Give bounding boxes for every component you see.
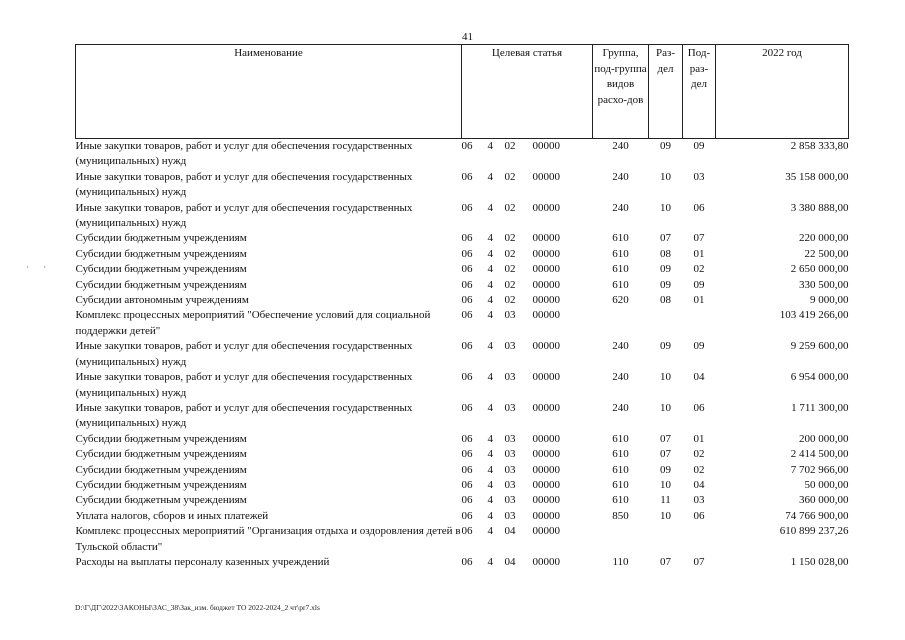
row-name: Комплекс процессных мероприятий "Обеспечение условий для социальной поддержки детей" bbox=[75, 309, 431, 337]
target-code-direction: 00000 bbox=[532, 478, 560, 491]
expense-group: 610 bbox=[612, 463, 629, 476]
section-code: 11 bbox=[660, 494, 671, 507]
target-code-direction: 00000 bbox=[532, 140, 560, 152]
target-code-direction: 00000 bbox=[532, 494, 560, 507]
target-code-type: 4 bbox=[487, 555, 493, 568]
section-code: 07 bbox=[660, 232, 671, 245]
amount-2022: 220 000,00 bbox=[799, 232, 849, 245]
target-code-direction: 00000 bbox=[532, 247, 560, 260]
subsection-code: 07 bbox=[693, 232, 705, 245]
amount-2022: 7 702 966,00 bbox=[790, 463, 849, 476]
target-code-complex: 03 bbox=[504, 478, 516, 491]
target-code-direction: 00000 bbox=[532, 401, 560, 414]
target-code-program: 06 bbox=[461, 263, 473, 276]
amount-2022: 6 954 000,00 bbox=[790, 371, 849, 384]
subsection-code: 02 bbox=[693, 463, 705, 476]
expense-group: 610 bbox=[612, 247, 629, 260]
table-row bbox=[76, 231, 849, 246]
target-code-program: 06 bbox=[461, 309, 473, 322]
table-row bbox=[76, 401, 849, 432]
target-code-type: 4 bbox=[487, 140, 493, 152]
table-row bbox=[76, 278, 849, 293]
target-code-program: 06 bbox=[461, 247, 473, 260]
table-body bbox=[76, 139, 849, 571]
expense-group: 610 bbox=[612, 232, 629, 245]
amount-2022: 360 000,00 bbox=[799, 494, 849, 507]
expense-group: 610 bbox=[612, 494, 629, 507]
table-row bbox=[76, 262, 849, 277]
expense-group: 110 bbox=[612, 555, 629, 568]
subsection-code: 06 bbox=[693, 401, 705, 414]
row-name: Иные закупки товаров, работ и услуг для обеспечения государственных (муниципальных) нужд bbox=[75, 371, 413, 399]
target-code-direction: 00000 bbox=[532, 263, 560, 276]
target-code-direction: 00000 bbox=[532, 525, 560, 538]
subsection-code: 07 bbox=[693, 555, 705, 568]
row-name: Субсидии бюджетным учреждениям bbox=[75, 448, 247, 461]
target-code-type: 4 bbox=[487, 371, 493, 384]
table-row bbox=[76, 170, 849, 201]
expense-group: 610 bbox=[612, 478, 629, 491]
target-code-program: 06 bbox=[461, 340, 473, 353]
amount-2022: 1 150 028,00 bbox=[790, 555, 849, 568]
section-code: 10 bbox=[660, 509, 671, 522]
target-code-complex: 02 bbox=[504, 263, 516, 276]
expense-group: 240 bbox=[612, 140, 629, 152]
section-code: 10 bbox=[660, 401, 671, 414]
target-code-program: 06 bbox=[461, 432, 473, 445]
amount-2022: 9 000,00 bbox=[810, 294, 849, 307]
section-code: 07 bbox=[660, 432, 671, 445]
table-row bbox=[76, 293, 849, 308]
row-name: Иные закупки товаров, работ и услуг для обеспечения государственных (муниципальных) нужд bbox=[75, 140, 413, 168]
subsection-code: 06 bbox=[693, 201, 705, 214]
row-name: Субсидии бюджетным учреждениям bbox=[75, 247, 247, 260]
table-row bbox=[76, 308, 849, 339]
expense-group: 240 bbox=[612, 340, 629, 353]
subsection-code bbox=[683, 308, 716, 339]
row-name: Иные закупки товаров, работ и услуг для обеспечения государственных (муниципальных) нужд bbox=[75, 340, 413, 368]
target-code-type: 4 bbox=[487, 448, 493, 461]
amount-2022: 2 414 500,00 bbox=[790, 448, 849, 461]
header-year: 2022 год bbox=[716, 45, 849, 139]
subsection-code: 02 bbox=[693, 263, 705, 276]
expense-group: 620 bbox=[612, 294, 629, 307]
target-code-program: 06 bbox=[461, 509, 473, 522]
target-code-type: 4 bbox=[487, 494, 493, 507]
subsection-code: 06 bbox=[693, 509, 705, 522]
target-code-type: 4 bbox=[487, 309, 493, 322]
header-target: Целевая статья bbox=[462, 45, 593, 139]
target-code-program: 06 bbox=[461, 494, 473, 507]
table-row bbox=[76, 463, 849, 478]
amount-2022: 35 158 000,00 bbox=[785, 170, 849, 183]
target-code-complex: 02 bbox=[504, 278, 516, 291]
target-code-type: 4 bbox=[487, 463, 493, 476]
target-code-program: 06 bbox=[461, 294, 473, 307]
amount-2022: 50 000,00 bbox=[804, 478, 849, 491]
target-code-type: 4 bbox=[487, 247, 493, 260]
section-code: 08 bbox=[660, 247, 671, 260]
target-code-type: 4 bbox=[487, 432, 493, 445]
amount-2022: 330 500,00 bbox=[799, 278, 849, 291]
target-code-direction: 00000 bbox=[532, 432, 560, 445]
section-code: 07 bbox=[660, 448, 671, 461]
row-name: Субсидии бюджетным учреждениям bbox=[75, 263, 247, 276]
subsection-code: 01 bbox=[693, 432, 705, 445]
target-code-complex: 02 bbox=[504, 170, 516, 183]
target-code-program: 06 bbox=[461, 525, 473, 538]
section-code: 09 bbox=[660, 463, 671, 476]
stray-marks: · · bbox=[26, 262, 53, 272]
amount-2022: 610 899 237,26 bbox=[779, 525, 849, 538]
target-code-complex: 02 bbox=[504, 201, 516, 214]
target-code-complex: 03 bbox=[504, 309, 516, 322]
subsection-code: 04 bbox=[693, 478, 705, 491]
target-code-type: 4 bbox=[487, 232, 493, 245]
row-name: Субсидии бюджетным учреждениям bbox=[75, 478, 247, 491]
table-header bbox=[76, 45, 849, 139]
subsection-code: 01 bbox=[693, 247, 705, 260]
target-code-complex: 03 bbox=[504, 340, 516, 353]
target-code-complex: 03 bbox=[504, 448, 516, 461]
expense-group: 610 bbox=[612, 432, 629, 445]
target-code-type: 4 bbox=[487, 170, 493, 183]
target-code-direction: 00000 bbox=[532, 555, 560, 568]
row-name: Субсидии бюджетным учреждениям bbox=[75, 463, 247, 476]
table-row bbox=[76, 201, 849, 232]
row-name: Субсидии бюджетным учреждениям bbox=[75, 494, 247, 507]
row-name: Иные закупки товаров, работ и услуг для обеспечения государственных (муниципальных) нужд bbox=[75, 401, 413, 430]
target-code-type: 4 bbox=[487, 478, 493, 491]
section-code: 10 bbox=[660, 371, 671, 384]
subsection-code: 03 bbox=[693, 170, 705, 183]
table-row bbox=[76, 139, 849, 170]
table-row bbox=[76, 447, 849, 462]
target-code-complex: 02 bbox=[504, 247, 516, 260]
target-code-complex: 03 bbox=[504, 401, 516, 414]
target-code-type: 4 bbox=[487, 201, 493, 214]
section-code bbox=[649, 524, 683, 555]
target-code-program: 06 bbox=[461, 401, 473, 414]
target-code-program: 06 bbox=[461, 232, 473, 245]
budget-table bbox=[75, 44, 849, 570]
expense-group bbox=[593, 524, 649, 555]
target-code-direction: 00000 bbox=[532, 294, 560, 307]
header-subsection: Под-раз-дел bbox=[683, 45, 716, 139]
target-code-complex: 03 bbox=[504, 371, 516, 384]
amount-2022: 103 419 266,00 bbox=[779, 309, 849, 322]
target-code-program: 06 bbox=[461, 463, 473, 476]
target-code-type: 4 bbox=[487, 509, 493, 522]
section-code: 09 bbox=[660, 140, 671, 152]
section-code: 09 bbox=[660, 263, 671, 276]
target-code-program: 06 bbox=[461, 371, 473, 384]
subsection-code: 04 bbox=[693, 371, 705, 384]
amount-2022: 1 711 300,00 bbox=[791, 401, 849, 414]
expense-group: 610 bbox=[612, 278, 629, 291]
section-code bbox=[649, 308, 683, 339]
header-name: Наименование bbox=[76, 45, 462, 139]
table-row bbox=[76, 555, 849, 570]
expense-group bbox=[593, 308, 649, 339]
table-row bbox=[76, 247, 849, 262]
target-code-complex: 02 bbox=[504, 294, 516, 307]
header-section: Раз-дел bbox=[649, 45, 683, 139]
row-name: Субсидии бюджетным учреждениям bbox=[75, 232, 247, 245]
subsection-code bbox=[683, 524, 716, 555]
target-code-program: 06 bbox=[461, 278, 473, 291]
target-code-direction: 00000 bbox=[532, 463, 560, 476]
target-code-program: 06 bbox=[461, 478, 473, 491]
expense-group: 610 bbox=[612, 448, 629, 461]
target-code-type: 4 bbox=[487, 401, 493, 414]
section-code: 09 bbox=[660, 278, 671, 291]
target-code-complex: 03 bbox=[504, 509, 516, 522]
subsection-code: 09 bbox=[693, 340, 705, 353]
expense-group: 610 bbox=[612, 263, 629, 276]
target-code-program: 06 bbox=[461, 448, 473, 461]
target-code-program: 06 bbox=[461, 555, 473, 568]
expense-group: 240 bbox=[612, 170, 629, 183]
section-code: 10 bbox=[660, 478, 671, 491]
expense-group: 850 bbox=[612, 509, 629, 522]
expense-group: 240 bbox=[612, 401, 629, 414]
target-code-type: 4 bbox=[487, 294, 493, 307]
subsection-code: 09 bbox=[693, 140, 705, 152]
target-code-direction: 00000 bbox=[532, 201, 560, 214]
target-code-direction: 00000 bbox=[532, 170, 560, 183]
expense-group: 240 bbox=[612, 201, 629, 214]
amount-2022: 22 500,00 bbox=[804, 247, 849, 260]
target-code-complex: 03 bbox=[504, 463, 516, 476]
row-name: Комплекс процессных мероприятий "Организация отдыха и оздоровления детей в Тульской области" bbox=[75, 525, 461, 553]
amount-2022: 2 858 333,80 bbox=[790, 140, 849, 152]
row-name: Иные закупки товаров, работ и услуг для обеспечения государственных (муниципальных) нужд bbox=[75, 170, 413, 199]
subsection-code: 09 bbox=[693, 278, 705, 291]
row-name: Субсидии бюджетным учреждениям bbox=[75, 278, 247, 291]
row-name: Субсидии автономным учреждениям bbox=[75, 294, 249, 307]
target-code-type: 4 bbox=[487, 263, 493, 276]
row-name: Иные закупки товаров, работ и услуг для обеспечения государственных (муниципальных) нужд bbox=[75, 201, 413, 230]
subsection-code: 01 bbox=[693, 294, 705, 307]
target-code-type: 4 bbox=[487, 340, 493, 353]
target-code-complex: 02 bbox=[504, 140, 516, 152]
expense-group: 240 bbox=[612, 371, 629, 384]
section-code: 08 bbox=[660, 294, 671, 307]
target-code-program: 06 bbox=[461, 170, 473, 183]
amount-2022: 3 380 888,00 bbox=[790, 201, 849, 214]
amount-2022: 200 000,00 bbox=[799, 432, 849, 445]
target-code-direction: 00000 bbox=[532, 309, 560, 322]
table-row bbox=[76, 478, 849, 493]
subsection-code: 03 bbox=[693, 494, 705, 507]
header-group: Группа, под-группа видов расхо-дов bbox=[593, 45, 649, 139]
section-code: 10 bbox=[660, 201, 671, 214]
row-name: Субсидии бюджетным учреждениям bbox=[75, 432, 247, 445]
target-code-direction: 00000 bbox=[532, 371, 560, 384]
target-code-direction: 00000 bbox=[532, 278, 560, 291]
table-row bbox=[76, 432, 849, 447]
target-code-direction: 00000 bbox=[532, 448, 560, 461]
table-row bbox=[76, 339, 849, 370]
target-code-direction: 00000 bbox=[532, 509, 560, 522]
target-code-type: 4 bbox=[487, 525, 493, 538]
target-code-complex: 03 bbox=[504, 494, 516, 507]
target-code-complex: 02 bbox=[504, 232, 516, 245]
table-row bbox=[76, 509, 849, 524]
row-name: Расходы на выплаты персоналу казенных учреждений bbox=[75, 555, 330, 568]
table-row bbox=[76, 370, 849, 401]
target-code-direction: 00000 bbox=[532, 232, 560, 245]
amount-2022: 2 650 000,00 bbox=[790, 263, 849, 276]
section-code: 10 bbox=[660, 170, 671, 183]
page-number: 41 bbox=[462, 31, 473, 43]
row-name: Уплата налогов, сборов и иных платежей bbox=[75, 509, 269, 522]
target-code-type: 4 bbox=[487, 278, 493, 291]
table-row bbox=[76, 493, 849, 508]
footer-file-path: D:\Г\ДГ\2022\ЗАКОНЫ\ЗАС_38\Зак_изм. бюджет ТО 2022-2024_2 чт\pr7.xls bbox=[75, 603, 320, 612]
target-code-program: 06 bbox=[461, 201, 473, 214]
target-code-complex: 04 bbox=[504, 555, 516, 568]
target-code-direction: 00000 bbox=[532, 340, 560, 353]
subsection-code: 02 bbox=[693, 448, 705, 461]
section-code: 07 bbox=[660, 555, 671, 568]
target-code-program: 06 bbox=[461, 140, 473, 152]
target-code-complex: 04 bbox=[504, 525, 516, 538]
section-code: 09 bbox=[660, 340, 671, 353]
table-row bbox=[76, 524, 849, 555]
amount-2022: 74 766 900,00 bbox=[785, 509, 849, 522]
target-code-complex: 03 bbox=[504, 432, 516, 445]
amount-2022: 9 259 600,00 bbox=[790, 340, 849, 353]
